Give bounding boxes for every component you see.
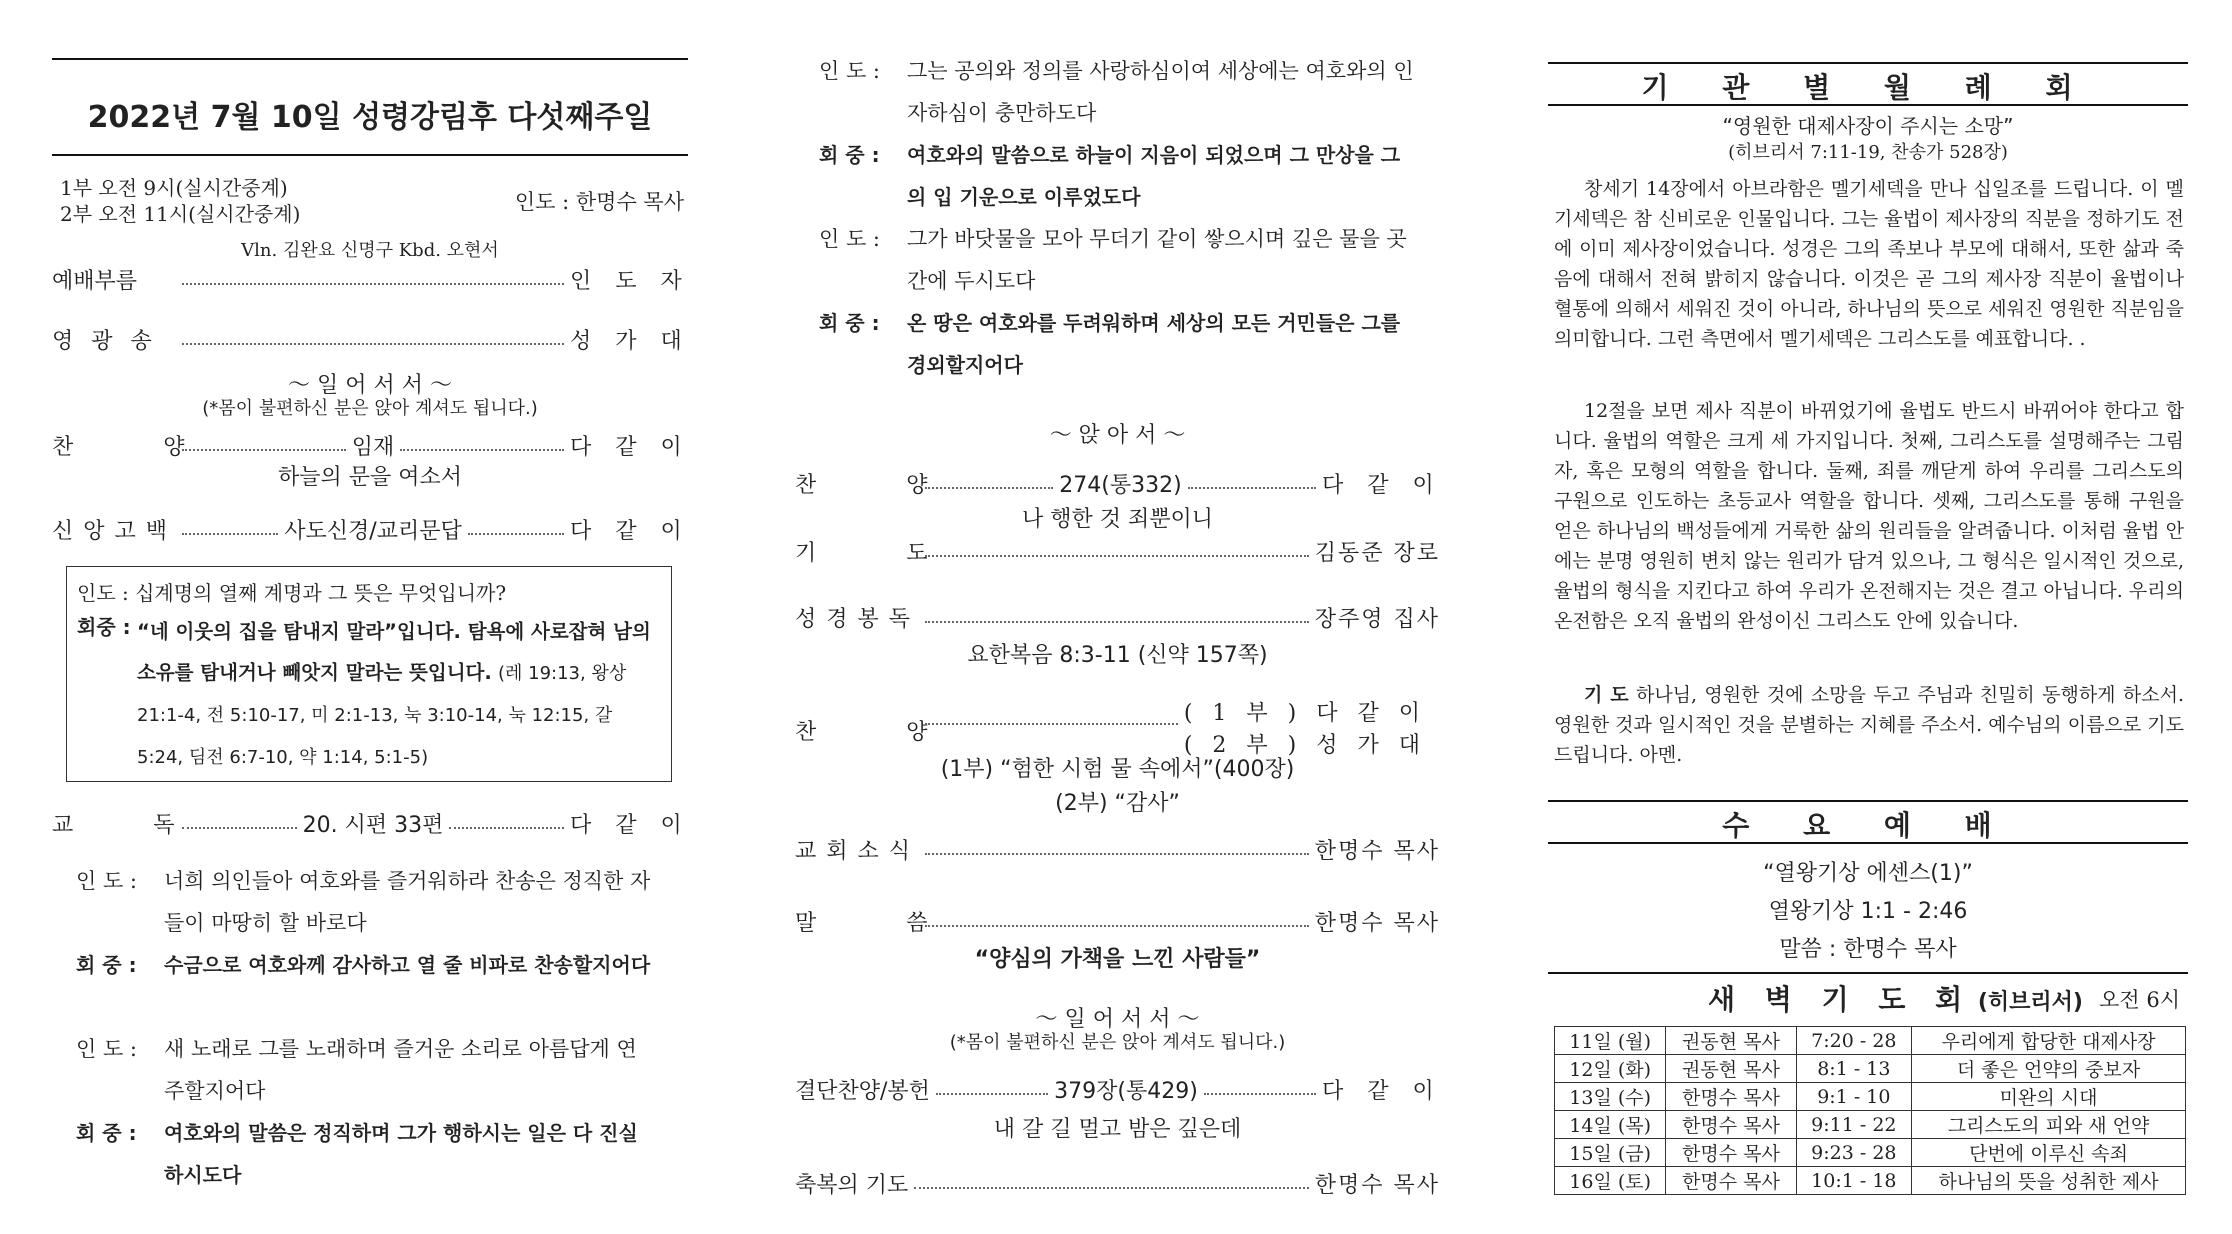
row-label: 교독: [52, 813, 255, 838]
speaker-label: 회 중 :: [819, 311, 880, 335]
leader-dots: [925, 723, 1178, 725]
responsive-line-4: [76, 1112, 656, 1196]
cell-date: 13일 (수): [1555, 1083, 1666, 1111]
row-hymn-2: [795, 468, 1458, 499]
cell-passage: 9:1 - 10: [1796, 1083, 1912, 1111]
leader-dots: [925, 555, 1309, 557]
row-sermon: [795, 906, 1440, 937]
performer-1: (1부)다같이: [1183, 701, 1440, 726]
row-person: 다같이: [570, 435, 706, 460]
leader-dots: [1204, 1093, 1316, 1095]
leader-dots: [182, 533, 278, 535]
cell-topic: 단번에 이루신 속죄: [1912, 1139, 2186, 1167]
prayer-label: 기 도: [1584, 684, 1629, 706]
leader-dots: [182, 283, 564, 285]
row-benediction: [795, 1168, 1440, 1199]
table-row: [1555, 1083, 2186, 1111]
wednesday-heading: 수 요 예 배: [1722, 809, 2014, 842]
leader-dots: [925, 487, 1053, 489]
table-row: [1555, 1139, 2186, 1167]
responsive-text: 새 노래로 그를 노래하며 즐거운 소리로 아름답게 연주할지어다: [164, 1037, 637, 1103]
responsive-text: 여호와의 말씀은 정직하며 그가 행하시는 일은 다 진실하시도다: [164, 1121, 638, 1187]
responsive-text: 그는 공의와 정의를 사랑하심이여 세상에는 여호와의 인자하심이 충만하도다: [907, 59, 1414, 125]
row-label: 찬양: [795, 719, 1018, 745]
leader-dots: [936, 1093, 1048, 1095]
row-person: 장주영 집사: [1314, 607, 1440, 632]
leader-dots: [182, 827, 297, 829]
responsive-line-5: [819, 50, 1419, 134]
catechism-answer-speaker: 회중 :: [77, 615, 131, 639]
responsive-text: 너희 의인들아 여호와를 즐거워하라 찬송은 정직한 자들이 마땅히 할 바로다: [164, 869, 651, 935]
cell-preacher: 권동현 목사: [1666, 1055, 1796, 1083]
leader-dots: [925, 853, 1309, 855]
responsive-line-2: [76, 944, 656, 986]
leader-dots: [449, 827, 564, 829]
leader-dots: [468, 533, 564, 535]
answer-references: (레 19:13, 왕상 21:1-4, 전 5:10-17, 미 2:1-13, 눅 3:10-14, 눅 12:15, 갈 5:24, 딤전 6:7-10, 약 1:14, 5:1-5): [137, 663, 627, 768]
sitdown-marker: 〜 앉 아 서 〜: [1049, 423, 1186, 448]
leader-dots: [182, 343, 564, 345]
row-hymn: [52, 430, 706, 461]
cell-preacher: 한명수 목사: [1666, 1167, 1796, 1195]
monthly-title: “영원한 대제사장이 주시는 소망”: [1722, 114, 2014, 138]
column-2: [795, 0, 1458, 1234]
speaker-label: 인 도 :: [819, 227, 880, 251]
monthly-heading-rule: [1548, 104, 2188, 106]
row-person: 한명수 목사: [1314, 911, 1440, 936]
table-row: [1555, 1027, 2186, 1055]
column-3: [1548, 0, 2188, 1234]
responsive-line-6: [819, 134, 1419, 218]
wednesday-preacher: 말씀 : 한명수 목사: [1779, 937, 1957, 962]
column-1: [52, 0, 706, 1234]
row-person: 한명수 목사: [1314, 1173, 1440, 1198]
dawn-heading-main: 새 벽 기 도 회: [1708, 983, 1973, 1016]
speaker-label: 회 중 :: [819, 143, 880, 167]
speaker-label: 인 도 :: [76, 1037, 137, 1061]
leader-dots: [914, 1187, 1308, 1189]
dawn-schedule-table: [1554, 1026, 2186, 1195]
row-label: 찬양: [795, 473, 1018, 498]
row-label: 예배부름: [52, 269, 138, 294]
hymn-title: 하늘의 문을 여소서: [277, 465, 462, 490]
speaker-label: 인도 :: [77, 581, 129, 605]
row-label: 찬양: [52, 435, 275, 460]
cell-preacher: 권동현 목사: [1666, 1027, 1796, 1055]
cell-date: 12일 (화): [1555, 1055, 1666, 1083]
speaker-label: 회 중 :: [76, 953, 137, 977]
cell-passage: 7:20 - 28: [1796, 1027, 1912, 1055]
cell-topic: 더 좋은 언약의 중보자: [1912, 1055, 2186, 1083]
row-person: 김동준 장로: [1314, 541, 1440, 566]
service-time-2: 2부 오전 11시(실시간중계): [60, 202, 301, 226]
row-person: 다같이: [1322, 473, 1458, 498]
dawn-time: 오전 6시: [2099, 988, 2180, 1012]
row-item: 임재: [351, 435, 395, 460]
row-scripture: [795, 602, 1440, 633]
wednesday-heading-rule: [1548, 842, 2188, 844]
table-row: [1555, 1055, 2186, 1083]
leader-dots: [1188, 487, 1316, 489]
row-person: 인도자: [570, 269, 706, 294]
row-label: 영광송: [52, 329, 170, 354]
row-item: 274(통332): [1059, 473, 1182, 498]
monthly-heading: 기 관 별 월 례 회: [1641, 71, 2095, 104]
question-text: 십계명의 열째 계명과 그 뜻은 무엇입니까?: [135, 581, 507, 605]
row-glory: [52, 324, 706, 355]
standup-marker: 〜 일 어 서 서 〜: [288, 373, 452, 398]
row-prayer: [795, 536, 1440, 567]
monthly-paragraph-2: 12절을 보면 제사 직분이 바뀌었기에 율법도 반드시 바뀌어야 한다고 합니다. 율법의 역할은 크게 세 가지입니다. 첫째, 그리스도를 설명해주는 그림자, 혹은 모형의 역할을 합니다. 둘째, 죄를 깨닫게 하여 우리를 그리스도의 구원으로 인도하는 초등교사 역할을 합니다. 셋째, 그리스도를 통해 구원을 얻은 하나님의 백성들에게 거룩한 삶의 원리들을 알려줍니다. 이처럼 율법 안에는 분명 영원히 변치 않는 원리가 담겨 있으나, 그 형식은 일시적인 것으로, 율법의 형식을 지킨다고 하여 우리가 온전해지는 것은 결고 아닙니다. 우리의 온전함은 오직 율법의 완성이신 그리스도 안에 있습니다.: [1554, 400, 2184, 632]
wednesday-scripture: 열왕기상 1:1 - 2:46: [1768, 899, 1968, 924]
cell-date: 14일 (목): [1555, 1111, 1666, 1139]
catechism-box: [66, 566, 672, 782]
dawn-top-rule: [1548, 972, 2188, 974]
responsive-line-1: [76, 860, 656, 944]
row-person: 성가대: [570, 329, 706, 354]
row-responsive-reading: [52, 808, 706, 839]
cell-passage: 8:1 - 13: [1796, 1055, 1912, 1083]
dawn-heading-sub: (히브리서): [1977, 990, 2083, 1015]
title-rule: [52, 154, 688, 156]
row-item: 20. 시편 33편: [302, 813, 444, 838]
cell-preacher: 한명수 목사: [1666, 1139, 1796, 1167]
dawn-schedule-body: [1555, 1027, 2186, 1195]
answer-text: “네 이웃의 집을 탐내지 말라”입니다. 탐욕에 사로잡혀 남의 소유를 탐내거나 빼앗지 말라는 뜻입니다.: [137, 620, 651, 684]
catechism-answer: [137, 611, 657, 778]
hymn-title-2: 나 행한 것 죄뿐이니: [1022, 507, 1213, 532]
scripture-text: 요한복음 8:3-11 (신약 157쪽): [967, 643, 1268, 668]
standup-note: (*몸이 불편하신 분은 앉아 계셔도 됩니다.): [202, 398, 538, 419]
cell-topic: 미완의 시대: [1912, 1083, 2186, 1111]
row-offering: [795, 1074, 1458, 1105]
row-call-to-worship: [52, 264, 706, 295]
row-creed: [52, 514, 706, 545]
monthly-top-rule: [1548, 62, 2188, 64]
monthly-paragraph-1: 창세기 14장에서 아브라함은 멜기세덱을 만나 십일조를 드립니다. 이 멜기세덱은 참 신비로운 인물입니다. 그는 율법이 제사장의 직분을 정하기도 전에 이미 제사장이었습니다. 성경은 그의 족보나 부모에 대해서, 또한 삶과 죽음에 대해서 전혀 밝히지 않습니다. 이것은 곧 그의 제사장 직분이 율법이나 혈통에 의해서 세워진 것이 아니라, 하나님의 뜻으로 세워진 영원한 직분임을 의미합니다. 그런 측면에서 멜기세덱은 그리스도를 예표합니다. .: [1554, 178, 2184, 350]
wednesday-top-rule: [1548, 800, 2188, 802]
row-label: 신앙고백: [52, 519, 178, 544]
responsive-line-3: [76, 1028, 656, 1112]
prayer-text: 하나님, 영원한 것에 소망을 두고 주님과 친밀히 동행하게 하소서. 영원한 것과 일시적인 것을 분별하는 지혜를 주소서. 예수님의 이름으로 기도드립니다. 아멘.: [1554, 684, 2184, 766]
row-label: 말씀: [795, 911, 1018, 936]
cell-topic: 하나님의 뜻을 성취한 제사: [1912, 1167, 2186, 1195]
catechism-question: [77, 577, 506, 606]
leader-dots: [925, 925, 1309, 927]
performer-2: (2부)성가대: [1183, 733, 1440, 758]
cell-date: 16일 (토): [1555, 1167, 1666, 1195]
choir-song-2: (2부) “감사”: [1055, 791, 1180, 816]
musicians: Vln. 김완요 신명구 Kbd. 오현서: [241, 240, 499, 261]
row-item: 379장(통429): [1054, 1079, 1198, 1104]
wednesday-title: “열왕기상 에센스(1)”: [1763, 861, 1973, 886]
speaker-label: 회 중 :: [76, 1121, 137, 1145]
row-person: 다같이: [570, 519, 706, 544]
row-label: 성경봉독: [795, 607, 921, 632]
row-label: 교회소식: [795, 839, 921, 864]
cell-date: 11일 (월): [1555, 1027, 1666, 1055]
speaker-label: 인 도 :: [76, 869, 137, 893]
responsive-text: 그가 바닷물을 모아 무더기 같이 쌓으시며 깊은 물을 곳간에 두시도다: [907, 227, 1407, 293]
cell-preacher: 한명수 목사: [1666, 1083, 1796, 1111]
standup-marker-2: 〜 일 어 서 서 〜: [1035, 1007, 1200, 1032]
standup-note-2: (*몸이 불편하신 분은 앉아 계셔도 됩니다.): [949, 1032, 1286, 1053]
leader-dots: [400, 449, 564, 451]
row-person: 다같이: [1322, 1079, 1458, 1104]
monthly-prayer: [1554, 680, 2184, 770]
cell-passage: 10:1 - 18: [1796, 1167, 1912, 1195]
responsive-line-7: [819, 218, 1419, 302]
table-row: [1555, 1167, 2186, 1195]
responsive-text: 수금으로 여호와께 감사하고 열 줄 비파로 찬송할지어다: [164, 953, 651, 977]
sermon-title: “양심의 가책을 느낀 사람들”: [974, 947, 1261, 972]
row-label: 결단찬양/봉헌: [795, 1079, 930, 1104]
monthly-reference: (히브리서 7:11-19, 찬송가 528장): [1728, 142, 2008, 163]
table-row: [1555, 1111, 2186, 1139]
top-rule: [52, 58, 688, 60]
cell-topic: 그리스도의 피와 새 언약: [1912, 1111, 2186, 1139]
row-label: 축복의 기도: [795, 1173, 909, 1198]
leader-dots: [925, 621, 1309, 623]
page-title: 2022년 7월 10일 성령강림후 다섯째주일: [87, 100, 653, 135]
row-person: 한명수 목사: [1314, 839, 1440, 864]
cell-preacher: 한명수 목사: [1666, 1111, 1796, 1139]
speaker-label: 인 도 :: [819, 59, 880, 83]
cell-passage: 9:23 - 28: [1796, 1139, 1912, 1167]
row-church-news: [795, 834, 1440, 865]
row-person: 다같이: [570, 813, 706, 838]
row-label: 기도: [795, 541, 1018, 566]
dawn-heading: [1708, 978, 2083, 1018]
cell-date: 15일 (금): [1555, 1139, 1666, 1167]
cell-topic: 우리에게 합당한 대제사장: [1912, 1027, 2186, 1055]
choir-song-1: (1부) “험한 시험 물 속에서”(400장): [940, 757, 1295, 782]
leader-dots: [182, 449, 346, 451]
cell-passage: 9:11 - 22: [1796, 1111, 1912, 1139]
leader: 인도 : 한명수 목사: [514, 190, 684, 214]
responsive-text: 여호와의 말씀으로 하늘이 지음이 되었으며 그 만상을 그의 입 기운으로 이루었도다: [907, 143, 1401, 209]
offering-hymn-title: 내 갈 길 멀고 밤은 깊은데: [993, 1117, 1242, 1142]
service-time-1: 1부 오전 9시(실시간중계): [60, 176, 288, 200]
responsive-text: 온 땅은 여호와를 두려워하며 세상의 모든 거민들은 그를 경외할지어다: [907, 311, 1401, 377]
row-item: 사도신경/교리문답: [284, 519, 462, 544]
responsive-line-8: [819, 302, 1419, 386]
